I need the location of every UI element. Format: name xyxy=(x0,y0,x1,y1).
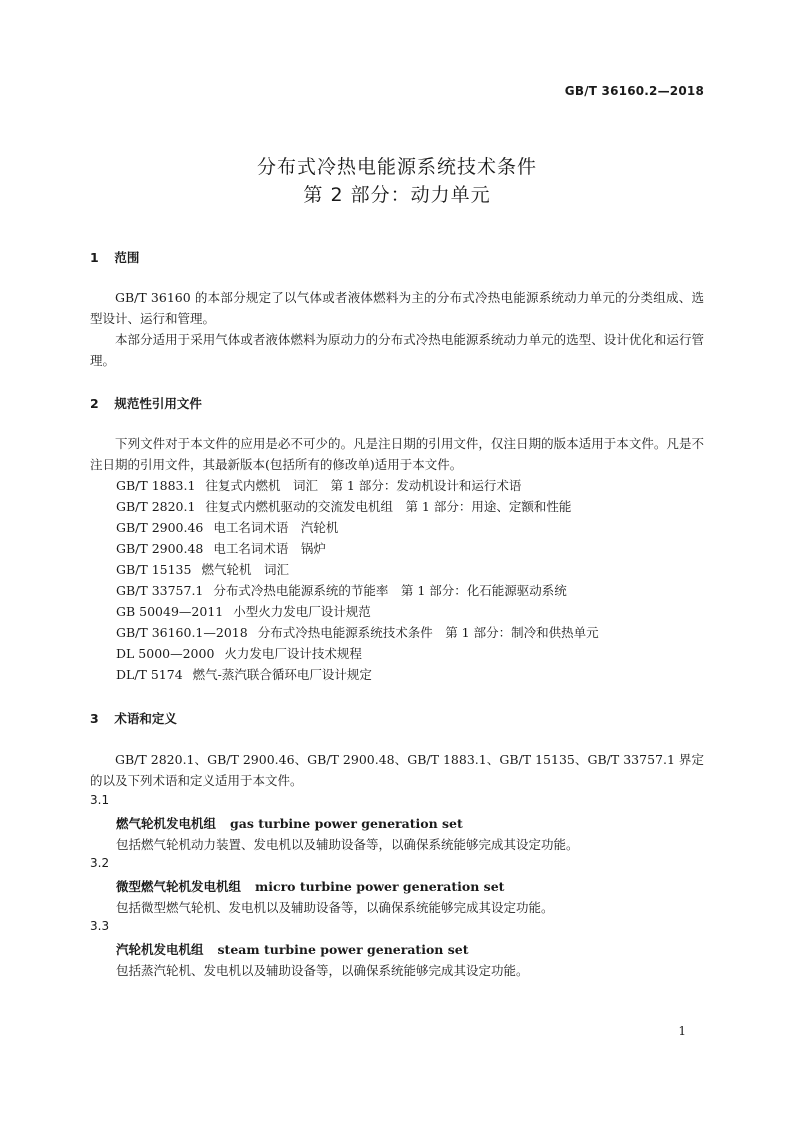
term-heading xyxy=(116,814,463,832)
section-heading-1 xyxy=(90,248,139,266)
reference-item xyxy=(116,497,571,515)
term-number: 3.2 xyxy=(90,856,110,870)
reference-code: GB/T 2900.48 xyxy=(116,541,204,556)
term-number: 3.1 xyxy=(90,793,110,807)
reference-item xyxy=(116,602,371,620)
paragraph: 下列文件对于本文件的应用是必不可少的。凡是注日期的引用文件，仅注日期的版本适用于本文件。凡是不注日期的引用文件，其最新版本(包括所有的修改单)适用于本文件。 xyxy=(90,436,704,472)
reference-title: 燃气-蒸汽联合循环电厂设计规定 xyxy=(192,667,372,682)
section-title: 规范性引用文件 xyxy=(114,396,202,411)
paragraph: GB/T 36160 的本部分规定了以气体或者液体燃料为主的分布式冷热电能源系统动力单元的分类组成、选型设计、运行和管理。 xyxy=(90,290,704,326)
reference-code: GB/T 15135 xyxy=(116,562,192,577)
section-heading-3 xyxy=(90,709,177,727)
document-subtitle: 第 2 部分：动力单元 xyxy=(303,184,491,206)
section-number: 1 xyxy=(90,250,99,265)
term-zh: 汽轮机发电机组 xyxy=(116,942,204,957)
reference-code: DL 5000—2000 xyxy=(116,646,215,661)
section-heading-2 xyxy=(90,394,202,412)
paragraph: GB/T 2820.1、GB/T 2900.46、GB/T 2900.48、GB/T 1883.1、GB/T 15135、GB/T 33757.1 界定的以及下列术语和定义适用于本文件。 xyxy=(90,752,704,788)
document-title: 分布式冷热电能源系统技术条件 xyxy=(256,156,537,178)
reference-item xyxy=(116,644,362,662)
term-heading xyxy=(116,940,469,958)
term-en: steam turbine power generation set xyxy=(217,942,469,957)
reference-code: GB/T 33757.1 xyxy=(116,583,204,598)
reference-title: 电工名词术语 汽轮机 xyxy=(213,520,339,535)
term-zh: 微型燃气轮机发电机组 xyxy=(116,879,242,894)
reference-code: GB/T 1883.1 xyxy=(116,478,196,493)
reference-title: 分布式冷热电能源系统的节能率 第 1 部分：化石能源驱动系统 xyxy=(213,583,567,598)
reference-code: DL/T 5174 xyxy=(116,667,183,682)
reference-item xyxy=(116,581,567,599)
reference-code: GB/T 2820.1 xyxy=(116,499,196,514)
reference-item xyxy=(116,518,338,536)
reference-title: 燃气轮机 词汇 xyxy=(201,562,289,577)
reference-item xyxy=(116,623,599,641)
reference-title: 分布式冷热电能源系统技术条件 第 1 部分：制冷和供热单元 xyxy=(257,625,599,640)
term-en: micro turbine power generation set xyxy=(255,879,505,894)
term-en: gas turbine power generation set xyxy=(230,816,463,831)
page-number: 1 xyxy=(678,1024,686,1038)
section-number: 3 xyxy=(90,711,99,726)
reference-item xyxy=(116,539,326,557)
section-title: 范围 xyxy=(114,250,140,265)
reference-title: 小型火力发电厂设计规范 xyxy=(233,604,371,619)
reference-title: 往复式内燃机 词汇 第 1 部分：发动机设计和运行术语 xyxy=(205,478,522,493)
term-definition: 包括燃气轮机动力装置、发电机以及辅助设备等，以确保系统能够完成其设定功能。 xyxy=(116,837,579,852)
section-title: 术语和定义 xyxy=(114,711,177,726)
reference-code: GB/T 36160.1—2018 xyxy=(116,625,248,640)
reference-item xyxy=(116,560,289,578)
term-zh: 燃气轮机发电机组 xyxy=(116,816,217,831)
term-number: 3.3 xyxy=(90,919,110,933)
term-definition: 包括微型燃气轮机、发电机以及辅助设备等，以确保系统能够完成其设定功能。 xyxy=(116,900,554,915)
term-heading xyxy=(116,877,504,895)
reference-title: 火力发电厂设计技术规程 xyxy=(224,646,362,661)
reference-title: 往复式内燃机驱动的交流发电机组 第 1 部分：用途、定额和性能 xyxy=(205,499,572,514)
reference-code: GB/T 2900.46 xyxy=(116,520,204,535)
reference-item xyxy=(116,665,372,683)
reference-item xyxy=(116,476,521,494)
reference-code: GB 50049—2011 xyxy=(116,604,224,619)
reference-title: 电工名词术语 锅炉 xyxy=(213,541,326,556)
standard-code: GB/T 36160.2—2018 xyxy=(564,84,704,98)
term-definition: 包括蒸汽轮机、发电机以及辅助设备等，以确保系统能够完成其设定功能。 xyxy=(116,963,529,978)
paragraph: 本部分适用于采用气体或者液体燃料为原动力的分布式冷热电能源系统动力单元的选型、设计优化和运行管理。 xyxy=(90,332,704,368)
section-number: 2 xyxy=(90,396,99,411)
